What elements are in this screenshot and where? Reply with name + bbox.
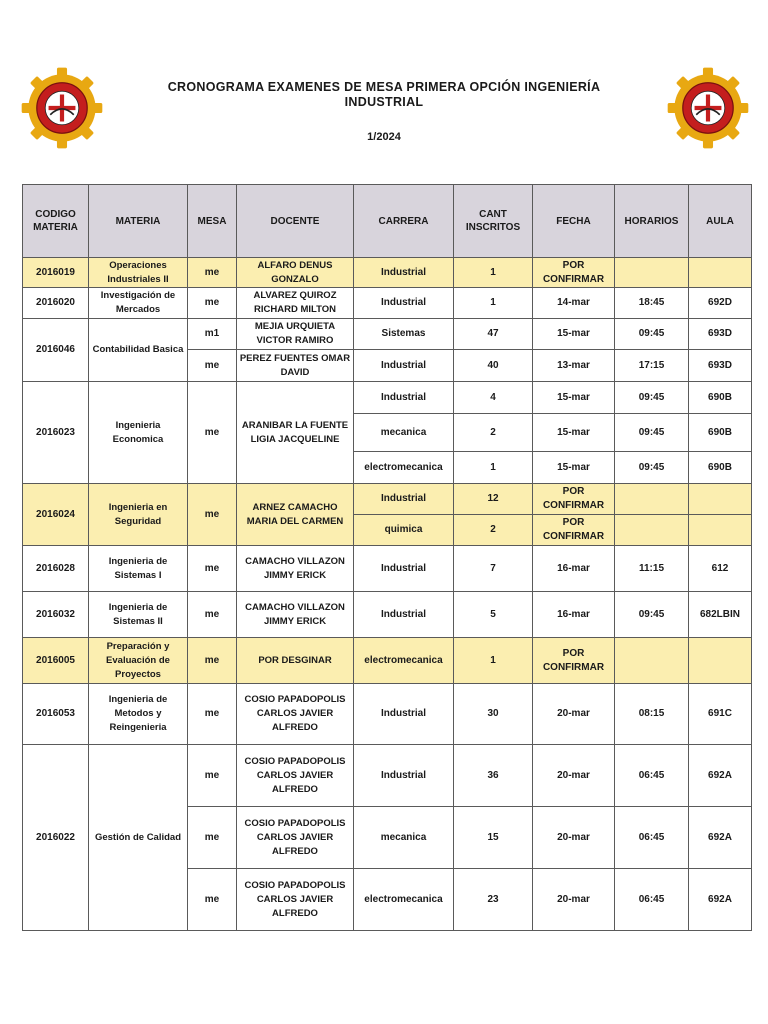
cell-horario (615, 515, 689, 546)
cell-mesa: me (188, 546, 237, 592)
cell-codigo: 2016005 (23, 638, 89, 684)
header-codigo: CODIGO MATERIA (23, 185, 89, 258)
cell-aula: 682LBIN (689, 592, 752, 638)
cell-horario (615, 638, 689, 684)
cell-cant: 47 (454, 319, 533, 350)
cell-fecha: POR CONFIRMAR (533, 484, 615, 515)
title-line-2: INDUSTRIAL (344, 95, 424, 109)
cell-aula: 692D (689, 288, 752, 319)
cell-materia: Operaciones Industriales II (89, 258, 188, 288)
cell-materia: Contabilidad Basica (89, 319, 188, 382)
cell-aula: 693D (689, 350, 752, 382)
page-title (120, 80, 648, 110)
cell-mesa: me (188, 807, 237, 869)
cell-horario: 06:45 (615, 745, 689, 807)
cell-mesa: me (188, 258, 237, 288)
cell-cant: 15 (454, 807, 533, 869)
cell-mesa: me (188, 350, 237, 382)
cell-carrera: electromecanica (354, 869, 454, 931)
cell-cant: 1 (454, 258, 533, 288)
cell-cant: 40 (454, 350, 533, 382)
cell-mesa: me (188, 869, 237, 931)
cell-materia: Gestión de Calidad (89, 745, 188, 931)
cell-codigo: 2016028 (23, 546, 89, 592)
cell-carrera: Sistemas (354, 319, 454, 350)
cell-docente: ARANIBAR LA FUENTE LIGIA JACQUELINE (237, 382, 354, 484)
cell-aula: 691C (689, 684, 752, 745)
cell-fecha: POR CONFIRMAR (533, 258, 615, 288)
cell-carrera: Industrial (354, 288, 454, 319)
cell-docente: ARNEZ CAMACHO MARIA DEL CARMEN (237, 484, 354, 546)
table-row (23, 592, 752, 638)
cell-docente: COSIO PAPADOPOLIS CARLOS JAVIER ALFREDO (237, 745, 354, 807)
cell-aula: 692A (689, 745, 752, 807)
cell-aula: 693D (689, 319, 752, 350)
cell-codigo: 2016053 (23, 684, 89, 745)
table-row (23, 319, 752, 350)
cell-docente: ALVAREZ QUIROZ RICHARD MILTON (237, 288, 354, 319)
cell-fecha: 16-mar (533, 592, 615, 638)
cell-carrera: electromecanica (354, 638, 454, 684)
cell-mesa: me (188, 638, 237, 684)
table-row (23, 258, 752, 288)
cell-mesa: me (188, 745, 237, 807)
cell-aula: 692A (689, 807, 752, 869)
cell-horario: 09:45 (615, 592, 689, 638)
cell-carrera: Industrial (354, 350, 454, 382)
cell-carrera: Industrial (354, 382, 454, 414)
cell-aula: 612 (689, 546, 752, 592)
cell-materia: Ingenieria en Seguridad (89, 484, 188, 546)
cell-codigo: 2016046 (23, 319, 89, 382)
cell-mesa: me (188, 288, 237, 319)
cell-docente: PEREZ FUENTES OMAR DAVID (237, 350, 354, 382)
header-aula: AULA (689, 185, 752, 258)
cell-fecha: 15-mar (533, 319, 615, 350)
cell-horario: 09:45 (615, 452, 689, 484)
cell-cant: 23 (454, 869, 533, 931)
cell-materia: Preparación y Evaluación de Proyectos (89, 638, 188, 684)
cell-fecha: 20-mar (533, 745, 615, 807)
cell-horario (615, 258, 689, 288)
table-row (23, 745, 752, 807)
university-logo-right-icon (666, 66, 750, 150)
cell-materia: Investigación de Mercados (89, 288, 188, 319)
cell-mesa: me (188, 484, 237, 546)
cell-carrera: quimica (354, 515, 454, 546)
cell-cant: 4 (454, 382, 533, 414)
cell-fecha: 15-mar (533, 414, 615, 452)
cell-aula: 692A (689, 869, 752, 931)
university-logo-left-icon (20, 66, 104, 150)
table-row (23, 288, 752, 319)
cell-aula: 690B (689, 414, 752, 452)
cell-cant: 1 (454, 638, 533, 684)
cell-docente: CAMACHO VILLAZON JIMMY ERICK (237, 592, 354, 638)
cell-carrera: Industrial (354, 684, 454, 745)
cell-materia: Ingenieria Economica (89, 382, 188, 484)
cell-horario (615, 484, 689, 515)
cell-mesa: me (188, 684, 237, 745)
cell-materia: Ingenieria de Sistemas I (89, 546, 188, 592)
cell-docente: MEJIA URQUIETA VICTOR RAMIRO (237, 319, 354, 350)
table-row (23, 638, 752, 684)
cell-codigo: 2016019 (23, 258, 89, 288)
cell-codigo: 2016020 (23, 288, 89, 319)
header-fecha: FECHA (533, 185, 615, 258)
header-materia: MATERIA (89, 185, 188, 258)
cell-docente: ALFARO DENUS GONZALO (237, 258, 354, 288)
cell-docente: COSIO PAPADOPOLIS CARLOS JAVIER ALFREDO (237, 807, 354, 869)
cell-horario: 09:45 (615, 382, 689, 414)
cell-fecha: POR CONFIRMAR (533, 638, 615, 684)
cell-materia: Ingenieria de Metodos y Reingenieria (89, 684, 188, 745)
cell-docente: COSIO PAPADOPOLIS CARLOS JAVIER ALFREDO (237, 684, 354, 745)
cell-carrera: Industrial (354, 592, 454, 638)
cell-docente: CAMACHO VILLAZON JIMMY ERICK (237, 546, 354, 592)
header-horarios: HORARIOS (615, 185, 689, 258)
cell-cant: 12 (454, 484, 533, 515)
cell-cant: 1 (454, 452, 533, 484)
cell-horario: 06:45 (615, 869, 689, 931)
cell-horario: 08:15 (615, 684, 689, 745)
period-label: 1/2024 (367, 131, 401, 143)
cell-fecha: 13-mar (533, 350, 615, 382)
cell-carrera: Industrial (354, 484, 454, 515)
exam-schedule-table (22, 184, 752, 931)
cell-horario: 17:15 (615, 350, 689, 382)
cell-horario: 18:45 (615, 288, 689, 319)
cell-codigo: 2016022 (23, 745, 89, 931)
cell-mesa: m1 (188, 319, 237, 350)
cell-mesa: me (188, 592, 237, 638)
cell-carrera: Industrial (354, 258, 454, 288)
cell-carrera: Industrial (354, 546, 454, 592)
cell-codigo: 2016024 (23, 484, 89, 546)
cell-carrera: Industrial (354, 745, 454, 807)
table-row (23, 484, 752, 515)
cell-aula (689, 258, 752, 288)
table-header-row (23, 185, 752, 258)
cell-cant: 36 (454, 745, 533, 807)
cell-aula: 690B (689, 452, 752, 484)
cell-cant: 30 (454, 684, 533, 745)
header-carrera: CARRERA (354, 185, 454, 258)
cell-cant: 1 (454, 288, 533, 319)
header-cant: CANT INSCRITOS (454, 185, 533, 258)
cell-mesa: me (188, 382, 237, 484)
cell-fecha: 20-mar (533, 684, 615, 745)
table-row (23, 684, 752, 745)
cell-materia: Ingenieria de Sistemas II (89, 592, 188, 638)
table-row (23, 382, 752, 414)
cell-docente: COSIO PAPADOPOLIS CARLOS JAVIER ALFREDO (237, 869, 354, 931)
cell-carrera: mecanica (354, 807, 454, 869)
cell-cant: 2 (454, 515, 533, 546)
cell-carrera: mecanica (354, 414, 454, 452)
cell-codigo: 2016032 (23, 592, 89, 638)
cell-cant: 2 (454, 414, 533, 452)
cell-horario: 09:45 (615, 319, 689, 350)
cell-horario: 11:15 (615, 546, 689, 592)
cell-aula: 690B (689, 382, 752, 414)
cell-horario: 06:45 (615, 807, 689, 869)
cell-fecha: 15-mar (533, 452, 615, 484)
header-docente: DOCENTE (237, 185, 354, 258)
cell-fecha: 15-mar (533, 382, 615, 414)
table-row (23, 546, 752, 592)
cell-fecha: POR CONFIRMAR (533, 515, 615, 546)
cell-fecha: 20-mar (533, 807, 615, 869)
cell-carrera: electromecanica (354, 452, 454, 484)
cell-horario: 09:45 (615, 414, 689, 452)
cell-fecha: 20-mar (533, 869, 615, 931)
cell-cant: 5 (454, 592, 533, 638)
title-line-1: CRONOGRAMA EXAMENES DE MESA PRIMERA OPCIÓN INGENIERÍA (167, 80, 601, 94)
cell-aula (689, 638, 752, 684)
cell-fecha: 14-mar (533, 288, 615, 319)
cell-cant: 7 (454, 546, 533, 592)
cell-aula (689, 515, 752, 546)
cell-fecha: 16-mar (533, 546, 615, 592)
header-mesa: MESA (188, 185, 237, 258)
cell-codigo: 2016023 (23, 382, 89, 484)
cell-aula (689, 484, 752, 515)
cell-docente: POR DESGINAR (237, 638, 354, 684)
